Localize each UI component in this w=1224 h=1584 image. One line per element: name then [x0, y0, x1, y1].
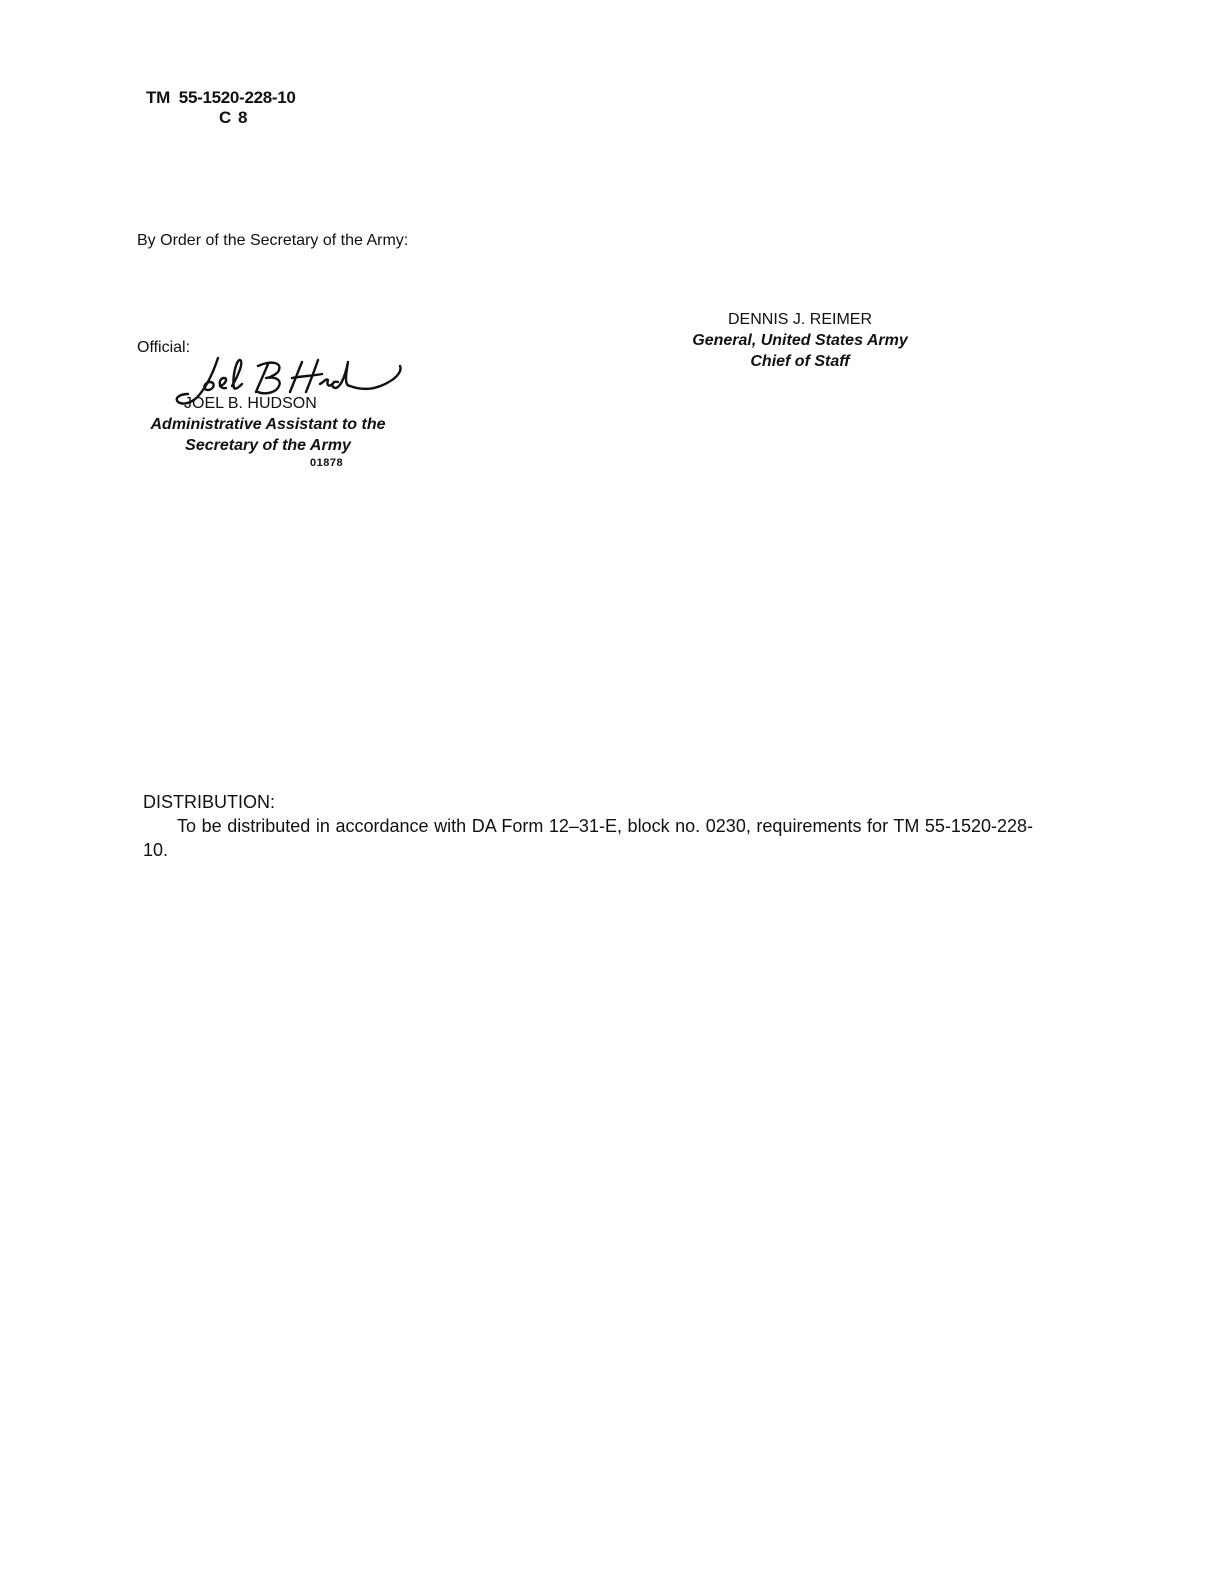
- tm-number: TM 55-1520-228-10: [146, 88, 296, 107]
- chief-name: DENNIS J. REIMER: [727, 311, 872, 328]
- distribution-heading: DISTRIBUTION:: [143, 792, 276, 812]
- change-number: C 8: [219, 108, 249, 127]
- chief-title-line1: General, United States Army: [692, 332, 908, 349]
- chief-of-staff-block: [660, 309, 940, 372]
- publication-code: 01878: [310, 457, 344, 469]
- chief-title-line2: Chief of Staff: [750, 353, 850, 370]
- by-order-line: By Order of the Secretary of the Army:: [137, 232, 409, 249]
- distribution-text: To be distributed in accordance with DA Form 12–31-E, block no. 0230, requirements for TM 55-1520-228-10.: [143, 816, 1033, 860]
- official-block: [137, 393, 399, 456]
- official-label: Official:: [137, 339, 191, 356]
- official-title-line2: Secretary of the Army: [185, 437, 351, 454]
- official-name: JOEL B. HUDSON: [184, 395, 317, 412]
- distribution-section: [143, 790, 1033, 862]
- document-header: [146, 88, 296, 128]
- official-title-line1: Administrative Assistant to the: [150, 416, 386, 433]
